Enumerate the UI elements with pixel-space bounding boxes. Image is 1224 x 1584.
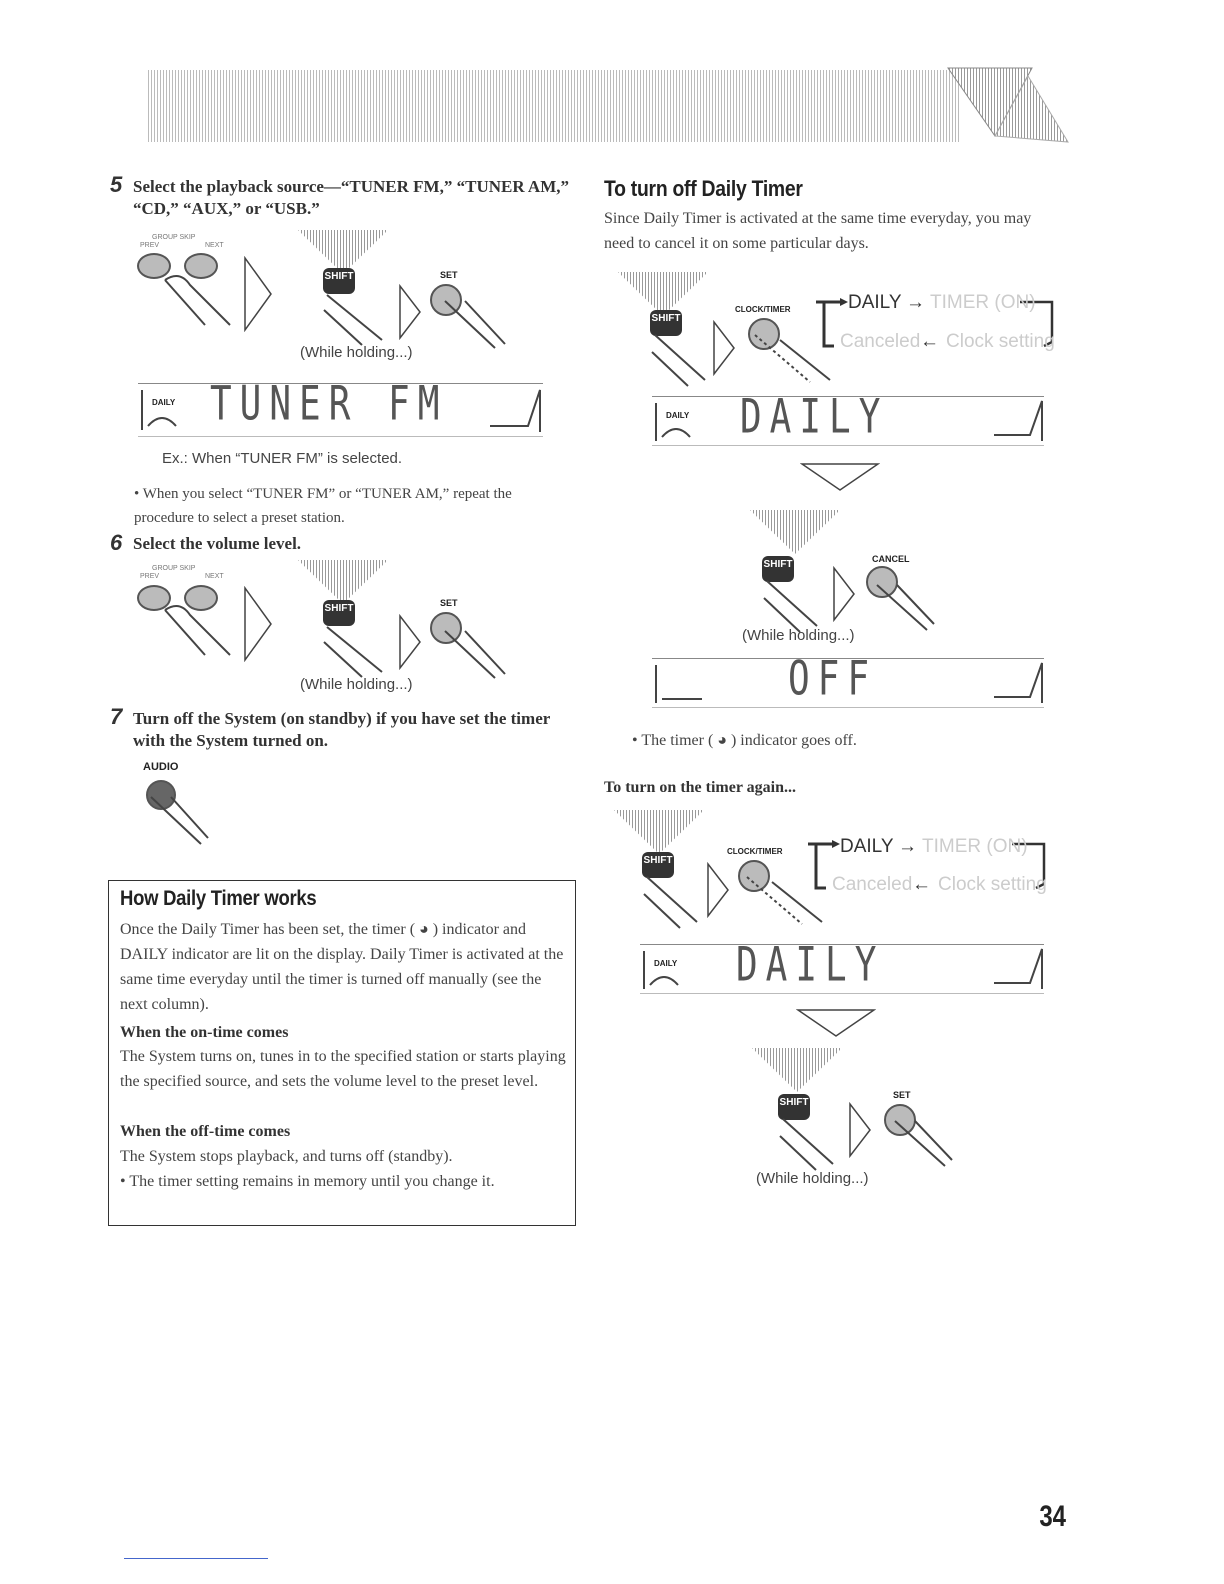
clock-timer-label: CLOCK/TIMER [735,305,791,314]
finger-press-icon [440,296,510,356]
step6-number: 6 [110,530,123,555]
lcd-edge-icon [992,397,1044,443]
arrow-right-icon [832,566,856,622]
example-caption: Ex.: When “TUNER FM” is selected. [162,450,403,467]
seq-timer-on: TIMER (ON) [922,836,1028,857]
disc-icon [652,661,708,707]
daily-indicator: DAILY [654,959,678,968]
finger-press-icon [890,1116,960,1172]
hold-indicator-icon [298,558,388,604]
prev-label: PREV [140,573,160,580]
arrow-right-icon [243,586,273,662]
finger-press-icon [872,580,942,636]
arrow-right-icon [712,320,736,376]
on-time-heading: When the on-time comes [120,1024,289,1041]
footer-rule [124,1558,268,1559]
lcd-text: TUNER FM [210,377,448,432]
lcd-display [652,652,1044,708]
finger-press-icon [642,872,712,932]
lcd-edge-icon [488,386,543,434]
clock-timer-label: CLOCK/TIMER [727,847,783,856]
seq-arrow-left-icon: ← [920,331,939,352]
while-holding-caption: (While holding...) [300,344,413,361]
down-arrow-icon [796,1008,876,1038]
while-holding-caption: (While holding...) [300,676,413,693]
seq-clock-setting: Clock setting [946,331,1055,352]
timer-off-note: • The timer ( ◕ ) indicator goes off. [632,732,857,749]
box-title: How Daily Timer works [120,887,317,910]
finger-press-icon [322,290,402,350]
right-title: To turn off Daily Timer [604,176,803,201]
arrow-right-icon [848,1102,872,1158]
set-label: SET [440,598,458,608]
hold-indicator-icon [614,808,704,854]
prev-label: PREV [140,242,160,249]
cancel-label: CANCEL [872,554,910,564]
next-label: NEXT [205,573,224,580]
shift-button[interactable]: SHIFT [323,600,355,626]
step5-number: 5 [110,172,123,197]
group-skip-label: GROUP SKIP [152,565,196,572]
seq-arrow-left-icon: ← [912,874,931,895]
step7-text: Turn off the System (on standby) if you have set the timer with the System turned on. [133,709,550,750]
hold-indicator-icon [750,508,840,554]
step5-note: • When you select “TUNER FM” or “TUNER AM,” repeat the procedure to select a preset station. [134,486,512,526]
seq-arrow-icon: → [906,292,925,313]
finger-press-icon [322,622,402,682]
right-intro: Since Daily Timer is activated at the same time everyday, you may need to cancel it on some particular days. [604,210,1032,252]
header-band [148,70,960,142]
daily-indicator: DAILY [666,411,690,420]
set-label: SET [893,1090,911,1100]
disc-icon [652,399,692,445]
arrow-right-icon [398,614,422,670]
finger-press-icon [650,330,720,390]
again-heading: To turn on the timer again... [604,779,797,796]
page-number: 34 [1039,1500,1067,1533]
seq-timer-on: TIMER (ON) [930,292,1036,313]
how-daily-timer-box [108,880,576,1226]
shift-button[interactable]: SHIFT [762,556,794,582]
finger-press-icon [440,626,510,686]
disc-icon [640,947,680,993]
seq-clock-setting: Clock setting [938,874,1047,895]
shift-button[interactable]: SHIFT [650,310,682,336]
arrow-right-icon [706,862,730,918]
down-arrow-icon [800,462,880,492]
header-triangle-decor [940,66,1070,146]
audio-label: AUDIO [143,761,179,773]
seq-daily: DAILY [840,836,894,857]
finger-press-icon [778,1114,848,1174]
disc-icon [138,386,178,434]
finger-press-icon [146,792,216,852]
lcd-text: DAILY [736,938,885,993]
step5-text: Select the playback source—“TUNER FM,” “TUNER AM,” “CD,” “AUX,” or “USB.” [133,177,569,218]
step7-number: 7 [110,704,123,729]
box-paragraph: Once the Daily Timer has been set, the timer ( ◕ ) indicator and DAILY indicator are lit on the display. Daily Timer is activated at the same time everyday until the timer is turned off manually (see the next column). [120,921,564,1013]
while-holding-caption: (While holding...) [756,1170,869,1187]
off-time-heading: When the off-time comes [120,1123,291,1140]
on-time-text: The System turns on, tunes in to the specified station or starts playing the specified source, and sets the volume level to the preset level. [120,1048,566,1090]
seq-canceled: Canceled [840,331,921,352]
next-label: NEXT [205,242,224,249]
lcd-edge-icon [992,945,1044,991]
lcd-display [652,390,1044,446]
lcd-text: OFF [788,652,878,707]
lcd-display [640,938,1044,994]
seq-canceled: Canceled [832,874,913,895]
finger-press-icon [160,600,240,660]
step6-text: Select the volume level. [133,534,302,553]
shift-button[interactable]: SHIFT [323,268,355,294]
finger-press-icon [160,270,240,330]
seq-daily: DAILY [848,292,902,313]
off-time-note: • The timer setting remains in memory until you change it. [120,1173,495,1190]
hold-indicator-icon [752,1046,842,1092]
shift-button[interactable]: SHIFT [642,852,674,878]
daily-indicator: DAILY [152,398,176,407]
lcd-edge-icon [992,659,1044,705]
lcd-display [138,377,543,437]
shift-button[interactable]: SHIFT [778,1094,810,1120]
lcd-text: DAILY [740,390,889,445]
off-time-text: The System stops playback, and turns off (standby). [120,1148,453,1165]
seq-arrow-icon: → [898,836,917,857]
arrow-right-icon [398,284,422,340]
set-label: SET [440,270,458,280]
group-skip-label: GROUP SKIP [152,234,196,241]
while-holding-caption: (While holding...) [742,627,855,644]
arrow-right-icon [243,256,273,332]
